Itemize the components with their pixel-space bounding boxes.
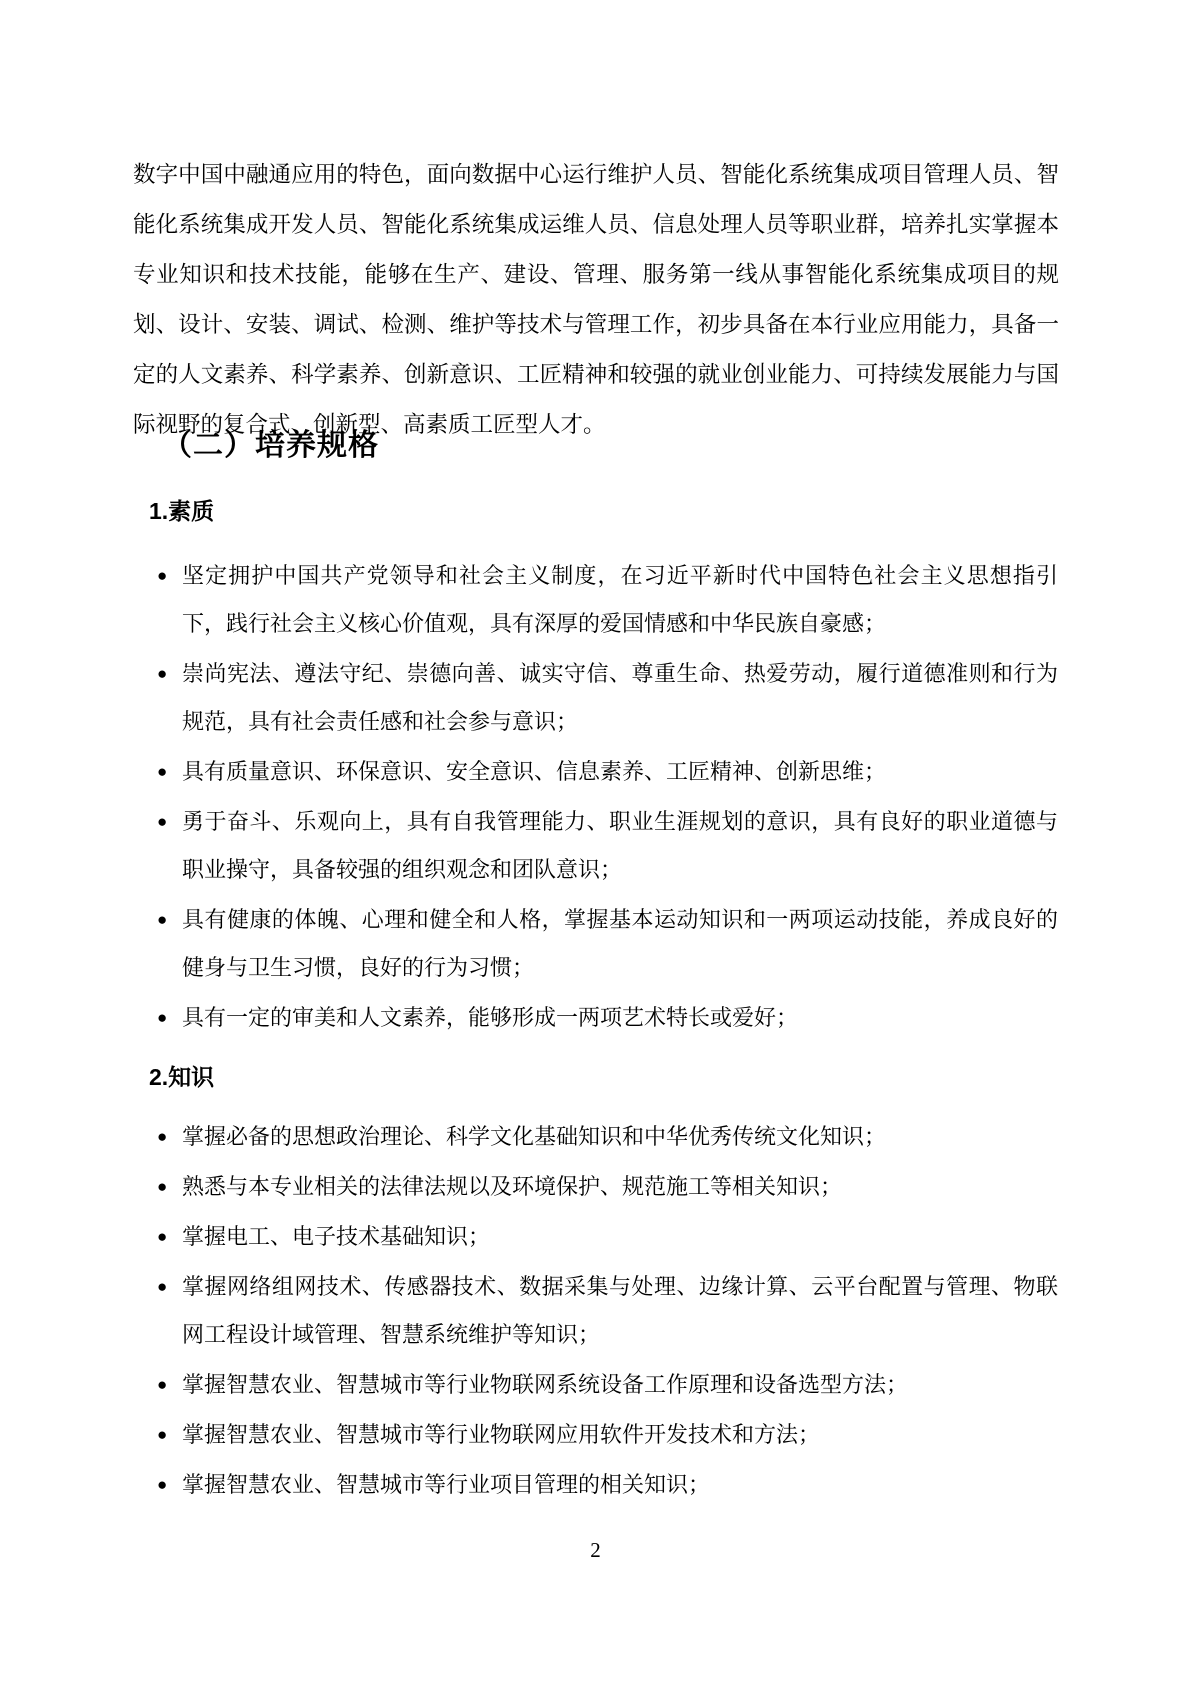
knowledge-bullet-list — [157, 1113, 1058, 1511]
bullet-icon: ● — [157, 1425, 168, 1444]
bullet-icon: ● — [157, 910, 168, 929]
list-item — [157, 896, 1058, 992]
bullet-icon: ● — [157, 1375, 168, 1394]
subsection-title-quality: 1.素质 — [149, 498, 215, 524]
list-item-text: 掌握智慧农业、智慧城市等行业物联网应用软件开发技术和方法； — [182, 1422, 821, 1447]
list-item-text: 具有质量意识、环保意识、安全意识、信息素养、工匠精神、创新思维； — [182, 759, 887, 784]
list-item — [157, 1361, 1058, 1409]
list-item — [157, 1263, 1058, 1359]
list-item — [157, 798, 1058, 894]
section-heading: （二）培养规格 — [162, 429, 379, 462]
list-item — [157, 1163, 1058, 1211]
list-item — [157, 1461, 1058, 1509]
list-item-text: 坚定拥护中国共产党领导和社会主义制度，在习近平新时代中国特色社会主义思想指引下，践行社会主义核心价值观，具有深厚的爱国情感和中华民族自豪感； — [182, 563, 1058, 636]
bullet-icon: ● — [157, 812, 168, 831]
quality-bullet-list — [157, 552, 1058, 1044]
list-item — [157, 552, 1058, 648]
list-item-text: 具有一定的审美和人文素养，能够形成一两项艺术特长或爱好； — [182, 1005, 799, 1030]
list-item — [157, 748, 1058, 796]
list-item-text: 掌握电工、电子技术基础知识； — [182, 1224, 491, 1249]
list-item-text: 崇尚宪法、遵法守纪、崇德向善、诚实守信、尊重生命、热爱劳动，履行道德准则和行为规范，具有社会责任感和社会参与意识； — [182, 661, 1058, 734]
subsection-title-knowledge: 2.知识 — [149, 1064, 215, 1090]
bullet-icon: ● — [157, 1227, 168, 1246]
bullet-icon: ● — [157, 1177, 168, 1196]
list-item — [157, 994, 1058, 1042]
list-item-text: 熟悉与本专业相关的法律法规以及环境保护、规范施工等相关知识； — [182, 1174, 843, 1199]
bullet-icon: ● — [157, 664, 168, 683]
page-number: 2 — [590, 1538, 601, 1562]
bullet-icon: ● — [157, 1475, 168, 1494]
list-item-text: 掌握必备的思想政治理论、科学文化基础知识和中华优秀传统文化知识； — [182, 1124, 887, 1149]
bullet-icon: ● — [157, 1008, 168, 1027]
bullet-icon: ● — [157, 762, 168, 781]
list-item — [157, 1411, 1058, 1459]
list-item — [157, 1213, 1058, 1261]
bullet-icon: ● — [157, 1127, 168, 1146]
bullet-icon: ● — [157, 566, 168, 585]
list-item-text: 掌握智慧农业、智慧城市等行业物联网系统设备工作原理和设备选型方法； — [182, 1372, 909, 1397]
list-item — [157, 1113, 1058, 1161]
list-item-text: 勇于奋斗、乐观向上，具有自我管理能力、职业生涯规划的意识，具有良好的职业道德与职业操守，具备较强的组织观念和团队意识； — [182, 809, 1058, 882]
intro-paragraph: 数字中国中融通应用的特色，面向数据中心运行维护人员、智能化系统集成项目管理人员、智能化系统集成开发人员、智能化系统集成运维人员、信息处理人员等职业群，培养扎实掌握本专业知识和技术技能，能够在生产、建设、管理、服务第一线从事智能化系统集成项目的规划、设计、安装、调试、检测、维护等技术与管理工作，初步具备在本行业应用能力，具备一定的人文素养、科学素养、创新意识、工匠精神和较强的就业创业能力、可持续发展能力与国际视野的复合式、创新型、高素质工匠型人才。 — [133, 161, 1059, 437]
list-item-text: 掌握网络组网技术、传感器技术、数据采集与处理、边缘计算、云平台配置与管理、物联网工程设计域管理、智慧系统维护等知识； — [182, 1274, 1058, 1347]
list-item-text: 掌握智慧农业、智慧城市等行业项目管理的相关知识； — [182, 1472, 711, 1497]
list-item-text: 具有健康的体魄、心理和健全和人格，掌握基本运动知识和一两项运动技能，养成良好的健身与卫生习惯，良好的行为习惯； — [182, 907, 1058, 980]
list-item — [157, 650, 1058, 746]
bullet-icon: ● — [157, 1277, 168, 1296]
